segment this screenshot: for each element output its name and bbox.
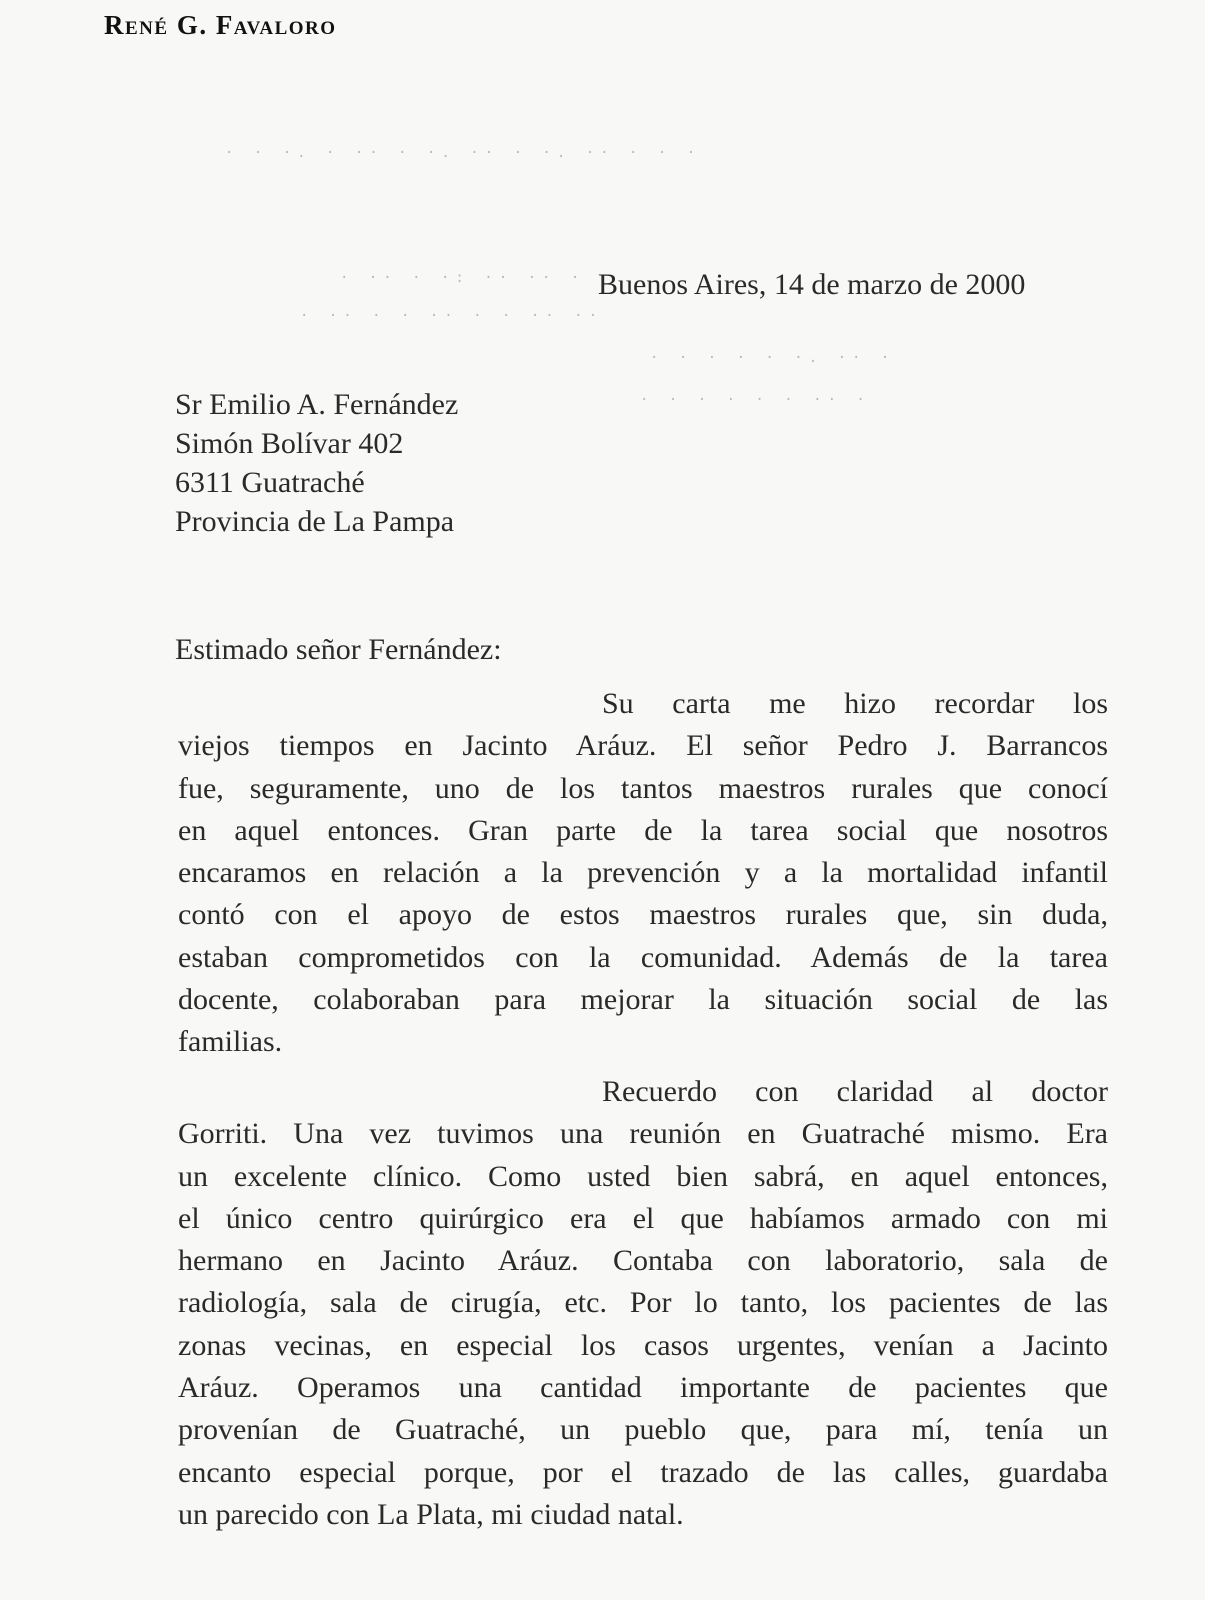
- address-line: 6311 Guatraché: [175, 466, 365, 499]
- letter-date: Buenos Aires, 14 de marzo de 2000: [598, 268, 1026, 301]
- text-line: encanto especial porque, por el trazado de las calles, guardaba: [178, 1455, 1108, 1489]
- salutation: Estimado señor Fernández:: [175, 633, 502, 666]
- text-line: viejos tiempos en Jacinto Aráuz. El señor Pedro J. Barrancos: [178, 729, 1108, 763]
- scan-noise: · · ·. · ·· · ·. ·· · ·. ·· · · ·: [225, 145, 702, 161]
- text-line: hermano en Jacinto Aráuz. Contaba con laboratorio, sala de: [178, 1244, 1108, 1278]
- address-line: Sr Emilio A. Fernández: [175, 388, 459, 421]
- text-line: Aráuz. Operamos una cantidad importante de pacientes que: [178, 1371, 1108, 1405]
- text-line: Recuerdo con claridad al doctor: [602, 1075, 1108, 1108]
- text-line: un parecido con La Plata, mi ciudad natal.: [178, 1497, 684, 1531]
- text-line: zonas vecinas, en especial los casos urgentes, venían a Jacinto: [178, 1328, 1108, 1362]
- text-line: docente, colaboraban para mejorar la situación social de las: [178, 983, 1108, 1017]
- text-line: Gorriti. Una vez tuvimos una reunión en Guatraché mismo. Era: [178, 1117, 1108, 1151]
- text-line: estaban comprometidos con la comunidad. Además de la tarea: [178, 940, 1108, 974]
- scan-noise: · ·· · ·: ·· ·· ·: [340, 270, 586, 286]
- paragraph-2: [178, 1071, 1108, 1536]
- text-line: fue, seguramente, uno de los tantos maestros rurales que conocí: [178, 771, 1108, 805]
- text-line: familias.: [178, 1025, 283, 1059]
- recipient-address: [175, 385, 458, 541]
- scan-noise: · ·· · · ·· · · ·· ··: [300, 308, 604, 324]
- text-line: provenían de Guatraché, un pueblo que, para mí, tenía un: [178, 1413, 1108, 1447]
- address-line: Simón Bolívar 402: [175, 427, 404, 460]
- letterhead: René G. Favaloro: [104, 10, 337, 40]
- text-line: contó con el apoyo de estos maestros rurales que, sin duda,: [178, 898, 1108, 932]
- address-line: Provincia de La Pampa: [175, 505, 455, 538]
- text-line: el único centro quirúrgico era el que habíamos armado con mi: [178, 1201, 1108, 1235]
- paragraph-1: [178, 683, 1108, 1064]
- text-line: un excelente clínico. Como usted bien sabrá, en aquel entonces,: [178, 1159, 1108, 1193]
- text-line: encaramos en relación a la prevención y a la mortalidad infantil: [178, 856, 1108, 890]
- scan-noise: · · · · · ·. ·· ·: [650, 350, 896, 366]
- scan-noise: · · · · · · ·· ·: [640, 392, 871, 408]
- text-line: radiología, sala de cirugía, etc. Por lo tanto, los pacientes de las: [178, 1286, 1108, 1320]
- text-line: Su carta me hizo recordar los: [602, 687, 1108, 720]
- text-line: en aquel entonces. Gran parte de la tarea social que nosotros: [178, 813, 1108, 847]
